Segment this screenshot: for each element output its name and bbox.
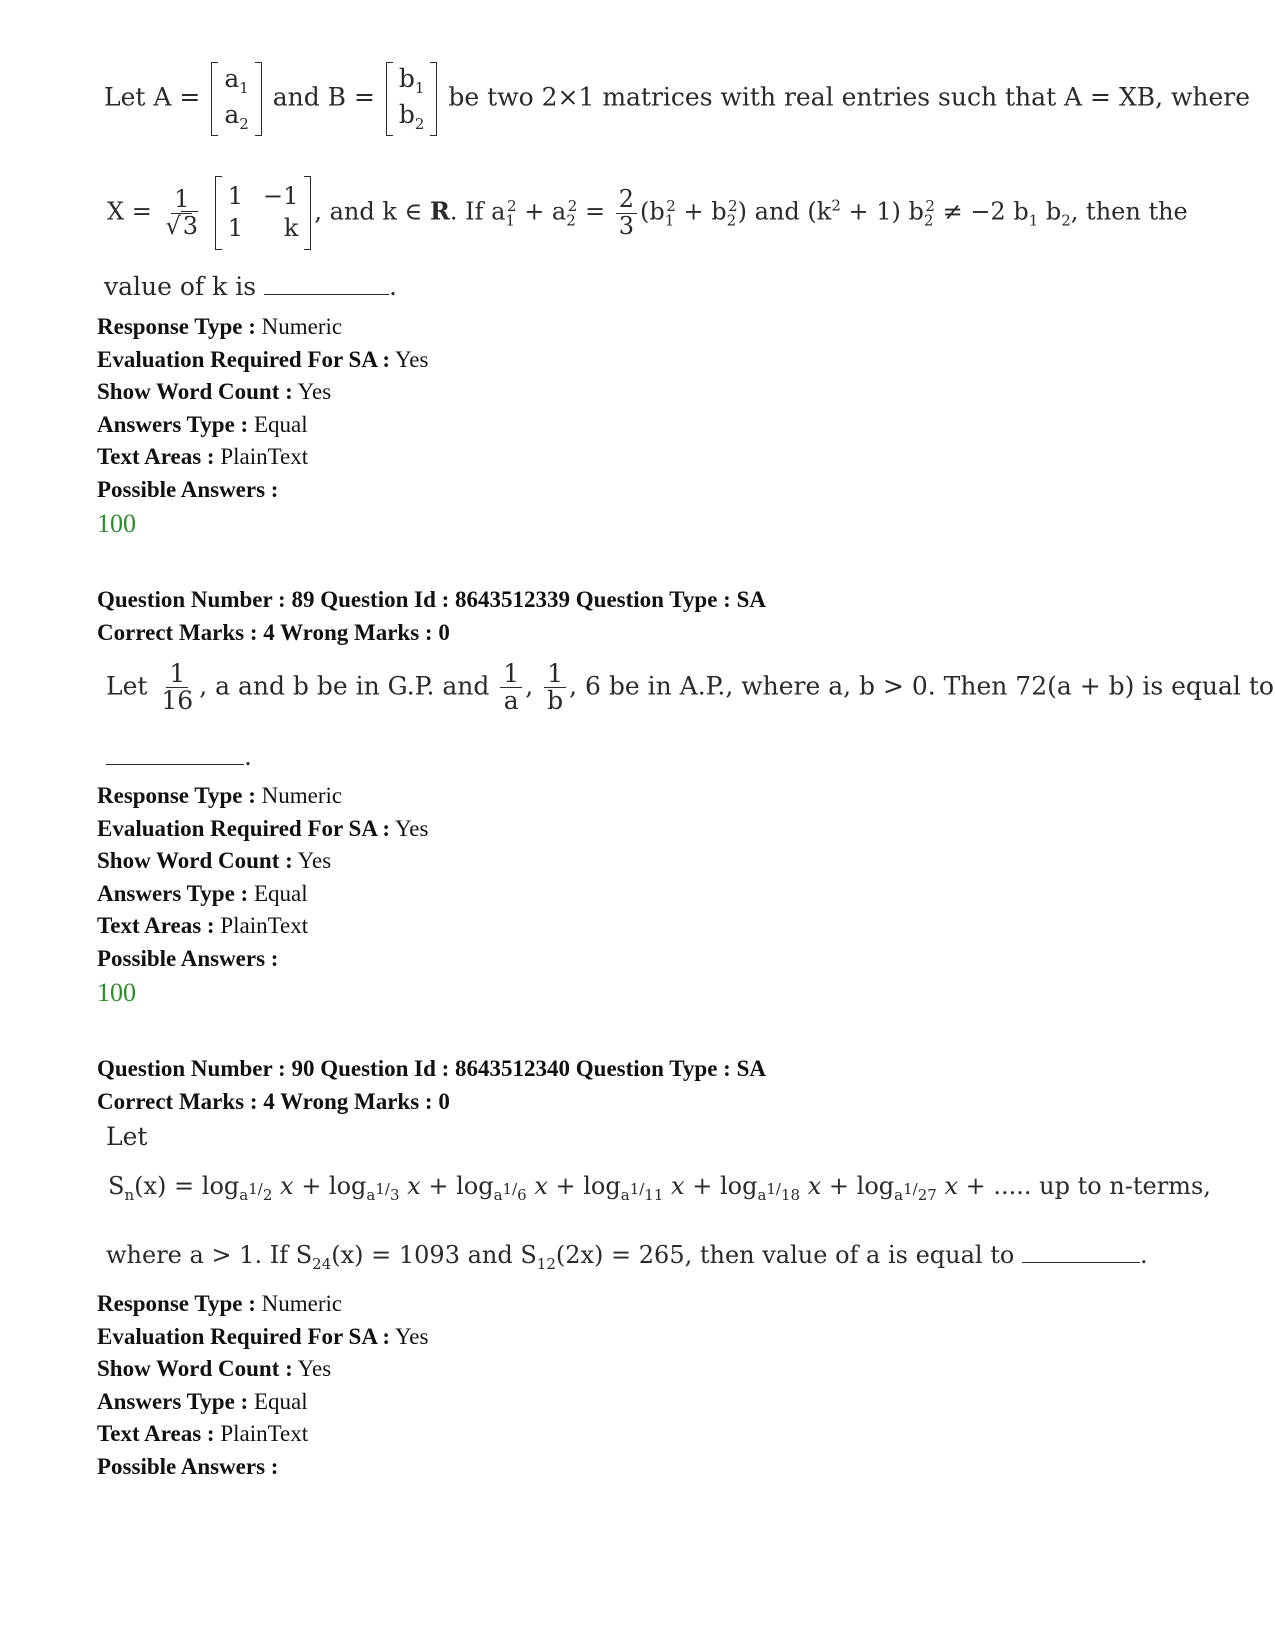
fraction-one-over-root3: $\frac{1}{√3}$: [165, 185, 199, 240]
q88-line3: value of k is .: [104, 272, 397, 301]
q88-x-eq: X =: [107, 197, 152, 226]
q88-line1-rest: be two 2×1 matrices with real entries such that A = XB, where: [448, 82, 1251, 112]
q88-a-eq: A =: [153, 82, 201, 112]
q88-line1: [104, 62, 1250, 136]
matrix-b: $b_1$ $b_2$: [386, 62, 438, 136]
matrix-a: $a_1$ $a_2$: [211, 62, 261, 136]
q89-header: Question Number : 89 Question Id : 8643512339 Question Type : SA Correct Marks : 4 Wrong Marks : 0: [97, 587, 766, 645]
matrix-x: 1 −1 1 k: [215, 176, 312, 250]
q89-answer: 100: [97, 978, 136, 1007]
q89-question: Let $\frac{1}{16}$ , a and b be in G.P. and $\frac{1}{a}$ , $\frac{1}{b}$ , 6 be in A.P., where a, b > 0. Then 72(a + b) is equal to: [106, 659, 1274, 716]
q89-blank: .: [106, 742, 252, 771]
q89-meta: Response Type : Numeric Evaluation Required For SA : Yes Show Word Count : Yes Answers Type : Equal Text Areas : PlainText Possible Answers :: [97, 783, 429, 971]
q88-line2: X = $\frac{1}{√3}$ 1 −1 1 k , and k ∈ R. If $a_1^2 + a_2^2$ = $\frac{2}{3}$ $(b_1^2 + b_2^2)$ and $(k^2 + 1) b_2^2 \ne -2$ $b_1$ $b_2$, then the: [107, 176, 1188, 250]
q88-let: Let: [104, 82, 146, 112]
q88-meta: Response Type : Numeric Evaluation Required For SA : Yes Show Word Count : Yes Answers Type : Equal Text Areas : PlainText Possible Answers :: [97, 314, 429, 502]
q90-let: Let: [106, 1122, 148, 1151]
fraction-two-thirds: $\frac{2}{3}$: [616, 187, 637, 238]
q90-header: Question Number : 90 Question Id : 8643512340 Question Type : SA Correct Marks : 4 Wrong Marks : 0: [97, 1056, 766, 1114]
q90-sn-line: $S_n(x) = \log_{a^{1/}2} x + \log_{a^{1/}3} x + \log_{a^{1/}6} x + \log_{a^{1/}11} x + \log_{a^{1/}18} x + \log_{a^{1/}27} x$ + ..... up to n-terms,: [108, 1172, 1211, 1204]
q88-and-b: and B =: [272, 82, 375, 112]
q90-line3: where a > 1. If $S_{24}(x) = 1093$ and $S_{12}(2x) = 265$, then value of a is equal to .: [106, 1241, 1148, 1273]
q90-meta: Response Type : Numeric Evaluation Required For SA : Yes Show Word Count : Yes Answers Type : Equal Text Areas : PlainText Possible Answers :: [97, 1291, 429, 1479]
q88-answer: 100: [97, 509, 136, 538]
